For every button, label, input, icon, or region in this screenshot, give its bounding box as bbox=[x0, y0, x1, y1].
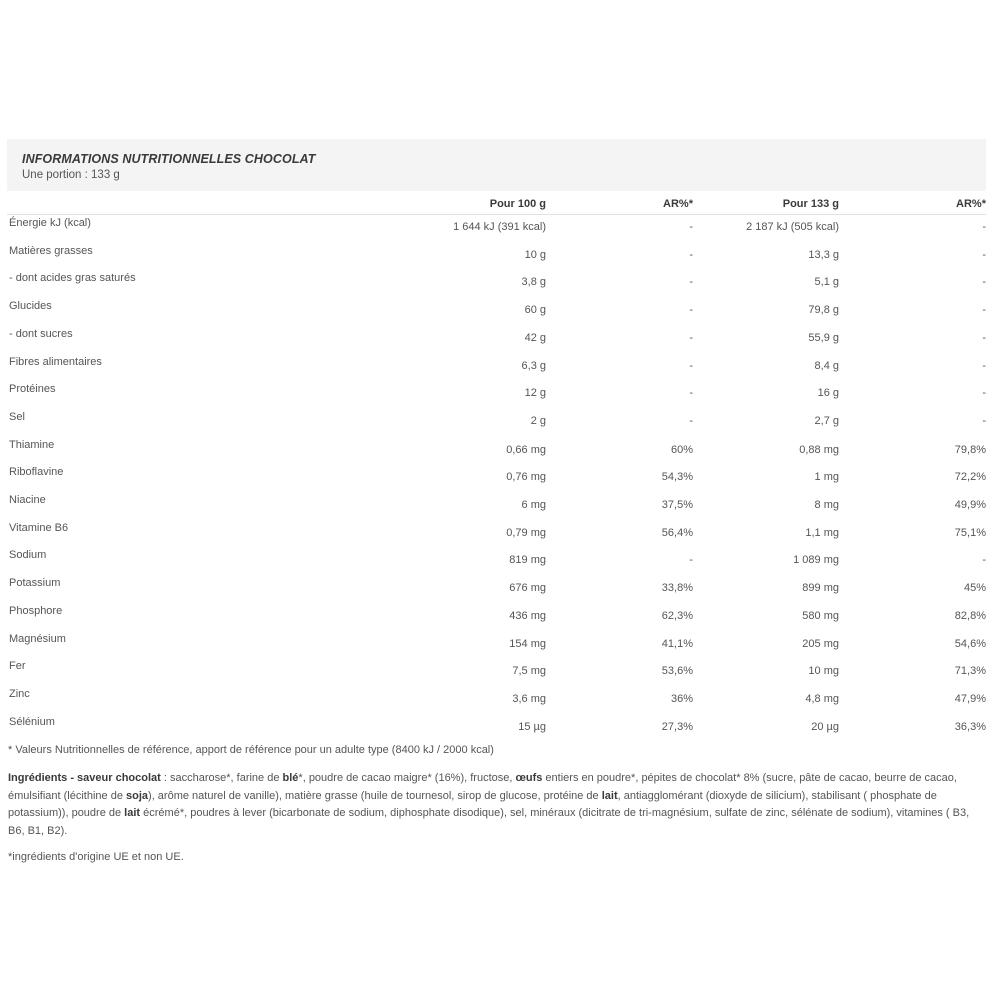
nutrient-label: Sodium bbox=[9, 549, 47, 562]
table-row bbox=[7, 603, 986, 630]
value-per-100g: 6,3 g bbox=[521, 359, 546, 372]
value-per-133g: 4,8 mg bbox=[805, 692, 839, 705]
ar-per-133g: - bbox=[982, 414, 986, 427]
ar-per-100g: 62,3% bbox=[661, 609, 693, 622]
ingredient-highlight: lait bbox=[601, 789, 618, 802]
ingredient-text: , antiagglomérant (dioxyde de silicium), stabilisant ( phosphate de potassium)), poudre de bbox=[8, 789, 937, 819]
value-per-133g: 79,8 g bbox=[808, 304, 839, 317]
value-per-100g: 2 g bbox=[530, 414, 546, 427]
nutrient-label: Fer bbox=[9, 660, 26, 673]
table-row bbox=[7, 575, 986, 602]
nutrient-label: Protéines bbox=[9, 383, 56, 396]
table-row bbox=[7, 492, 986, 519]
ingredient-highlight: œufs bbox=[515, 772, 543, 784]
value-per-100g: 6 mg bbox=[521, 499, 546, 511]
ar-per-133g: 75,1% bbox=[954, 526, 986, 539]
value-per-100g: 60 g bbox=[524, 304, 546, 317]
table-row bbox=[7, 270, 986, 297]
value-per-133g: 16 g bbox=[817, 387, 839, 400]
value-per-133g: 20 µg bbox=[811, 720, 839, 733]
nutrient-label: Énergie kJ (kcal) bbox=[9, 217, 91, 229]
ar-per-100g: - bbox=[689, 248, 693, 261]
value-per-100g: 0,66 mg bbox=[506, 443, 546, 456]
table-row bbox=[7, 409, 986, 436]
nutrient-label: Niacine bbox=[9, 494, 46, 506]
value-per-133g: 1 mg bbox=[814, 471, 839, 484]
ar-per-100g: 56,4% bbox=[661, 526, 693, 539]
nutrient-label: - dont acides gras saturés bbox=[9, 272, 136, 285]
ar-per-100g: 60% bbox=[670, 443, 693, 456]
value-per-133g: 0,88 mg bbox=[799, 443, 839, 456]
nutrient-label: Riboflavine bbox=[9, 466, 64, 479]
ar-per-133g: 47,9% bbox=[954, 692, 986, 705]
table-row bbox=[7, 437, 986, 464]
value-per-133g: 2,7 g bbox=[814, 414, 839, 427]
value-per-100g: 42 g bbox=[524, 331, 546, 344]
ingredient-highlight: Ingrédients - saveur chocolat bbox=[8, 772, 161, 784]
ar-per-100g: 33,8% bbox=[661, 582, 693, 595]
value-per-100g: 15 µg bbox=[518, 720, 546, 733]
ar-per-100g: - bbox=[689, 554, 693, 567]
value-per-133g: 55,9 g bbox=[808, 331, 839, 344]
value-per-133g: 13,3 g bbox=[808, 248, 839, 261]
column-header-per-100g: Pour 100 g bbox=[489, 198, 546, 210]
ar-per-133g: 71,3% bbox=[954, 665, 986, 678]
ar-per-100g: 36% bbox=[670, 692, 693, 705]
ingredient-text: ), arôme naturel de vanille), matière grasse (huile de tournesol, sirop de glucose, protéine de bbox=[148, 789, 602, 802]
nutrient-label: Potassium bbox=[9, 577, 61, 590]
value-per-100g: 0,76 mg bbox=[506, 471, 546, 484]
ingredients-text bbox=[8, 770, 978, 840]
nutrient-label: Fibres alimentaires bbox=[9, 355, 102, 368]
ar-per-133g: 49,9% bbox=[954, 499, 986, 511]
table-row bbox=[7, 631, 986, 658]
ar-per-133g: 54,6% bbox=[954, 637, 986, 650]
value-per-133g: 899 mg bbox=[802, 582, 839, 595]
ar-per-100g: - bbox=[689, 304, 693, 317]
ar-per-133g: 72,2% bbox=[954, 471, 986, 484]
table-row bbox=[7, 381, 986, 408]
ar-per-133g: - bbox=[982, 554, 986, 567]
table-row bbox=[7, 686, 986, 713]
ar-per-100g: 54,3% bbox=[661, 471, 693, 484]
value-per-100g: 154 mg bbox=[509, 637, 546, 650]
table-row bbox=[7, 714, 986, 741]
table-row bbox=[7, 520, 986, 547]
ar-per-100g: - bbox=[689, 276, 693, 289]
value-per-100g: 3,8 g bbox=[521, 276, 546, 289]
ar-per-100g: 53,6% bbox=[661, 665, 693, 678]
value-per-133g: 1,1 mg bbox=[805, 526, 839, 539]
ar-per-133g: 79,8% bbox=[954, 443, 986, 456]
value-per-100g: 436 mg bbox=[509, 609, 546, 622]
origin-note: *ingrédients d'origine UE et non UE. bbox=[8, 851, 184, 863]
ar-per-100g: - bbox=[689, 331, 693, 344]
ar-per-133g: - bbox=[982, 387, 986, 400]
ar-per-100g: 37,5% bbox=[661, 499, 693, 511]
value-per-100g: 1 644 kJ (391 kcal) bbox=[453, 221, 546, 233]
value-per-133g: 580 mg bbox=[802, 609, 839, 622]
value-per-100g: 819 mg bbox=[509, 554, 546, 567]
value-per-100g: 12 g bbox=[524, 387, 546, 400]
ar-per-100g: - bbox=[689, 414, 693, 427]
ingredient-highlight: soja bbox=[126, 789, 149, 802]
nutrient-label: Glucides bbox=[9, 300, 52, 313]
ar-per-100g: 41,1% bbox=[661, 637, 693, 650]
table-row bbox=[7, 243, 986, 270]
ar-per-133g: 45% bbox=[963, 582, 986, 595]
value-per-100g: 10 g bbox=[524, 248, 546, 261]
nutrient-label: Sélénium bbox=[9, 715, 55, 728]
column-header-ar-133g: AR%* bbox=[956, 198, 986, 210]
ar-per-133g: - bbox=[982, 276, 986, 289]
table-row bbox=[7, 658, 986, 685]
ar-per-100g: - bbox=[689, 387, 693, 400]
table-row bbox=[7, 298, 986, 325]
ar-per-133g: 36,3% bbox=[954, 720, 986, 733]
ingredient-text: écrémé*, poudres à lever (bicarbonate de sodium, diphosphate disodique), sel, minéraux (dicitrate de tri-magnésium, sulfate de zinc, sélénate de sodium), vitamines ( B3, B6, B1, B2). bbox=[8, 807, 970, 837]
value-per-133g: 205 mg bbox=[802, 637, 839, 650]
column-header-ar-100g: AR%* bbox=[663, 198, 693, 210]
nutrition-header bbox=[7, 139, 986, 191]
nutrient-label: - dont sucres bbox=[9, 327, 73, 340]
reference-footnote: * Valeurs Nutritionnelles de référence, apport de référence pour un adulte type (8400 kJ / 2000 kcal) bbox=[8, 744, 494, 756]
ar-per-133g: - bbox=[982, 221, 986, 233]
value-per-100g: 3,6 mg bbox=[512, 692, 546, 705]
ar-per-100g: - bbox=[689, 221, 693, 233]
value-per-133g: 8,4 g bbox=[814, 359, 839, 372]
portion-subtitle: Une portion : 133 g bbox=[22, 169, 120, 181]
nutrient-label: Sel bbox=[9, 410, 25, 423]
ingredient-highlight: blé bbox=[282, 772, 299, 784]
ar-per-133g: 82,8% bbox=[954, 609, 986, 622]
ar-per-133g: - bbox=[982, 304, 986, 317]
value-per-133g: 8 mg bbox=[814, 499, 839, 511]
value-per-100g: 676 mg bbox=[509, 582, 546, 595]
value-per-133g: 10 mg bbox=[808, 665, 839, 678]
nutrient-label: Thiamine bbox=[9, 438, 55, 451]
nutrient-label: Phosphore bbox=[9, 604, 63, 617]
ar-per-100g: - bbox=[689, 359, 693, 372]
column-header-per-133g: Pour 133 g bbox=[782, 198, 839, 210]
ingredient-text: entiers en poudre*, pépites de chocolat* 8% (sucre, pâte de cacao, beurre de cacao, émulsifiant (lécithine de bbox=[8, 772, 957, 802]
table-row bbox=[7, 215, 986, 242]
nutrient-label: Magnésium bbox=[9, 632, 66, 645]
table-row bbox=[7, 547, 986, 574]
table-row bbox=[7, 354, 986, 381]
ar-per-133g: - bbox=[982, 248, 986, 261]
value-per-133g: 2 187 kJ (505 kcal) bbox=[746, 221, 839, 233]
ar-per-100g: 27,3% bbox=[661, 720, 693, 733]
table-row bbox=[7, 464, 986, 491]
table-header bbox=[7, 195, 986, 215]
nutrient-label: Matières grasses bbox=[9, 244, 93, 257]
value-per-133g: 1 089 mg bbox=[793, 554, 839, 567]
value-per-133g: 5,1 g bbox=[814, 276, 839, 289]
value-per-100g: 0,79 mg bbox=[506, 526, 546, 539]
ingredient-text: *, poudre de cacao maigre* (16%), fructose, bbox=[298, 772, 516, 784]
nutrient-label: Vitamine B6 bbox=[9, 521, 69, 534]
page-title: INFORMATIONS NUTRITIONNELLES CHOCOLAT bbox=[22, 152, 316, 166]
value-per-100g: 7,5 mg bbox=[512, 665, 546, 678]
ingredient-highlight: lait bbox=[124, 807, 141, 819]
nutrient-label: Zinc bbox=[9, 687, 30, 700]
ingredient-text: : saccharose*, farine de bbox=[160, 772, 283, 784]
ar-per-133g: - bbox=[982, 359, 986, 372]
table-row bbox=[7, 326, 986, 353]
ar-per-133g: - bbox=[982, 331, 986, 344]
